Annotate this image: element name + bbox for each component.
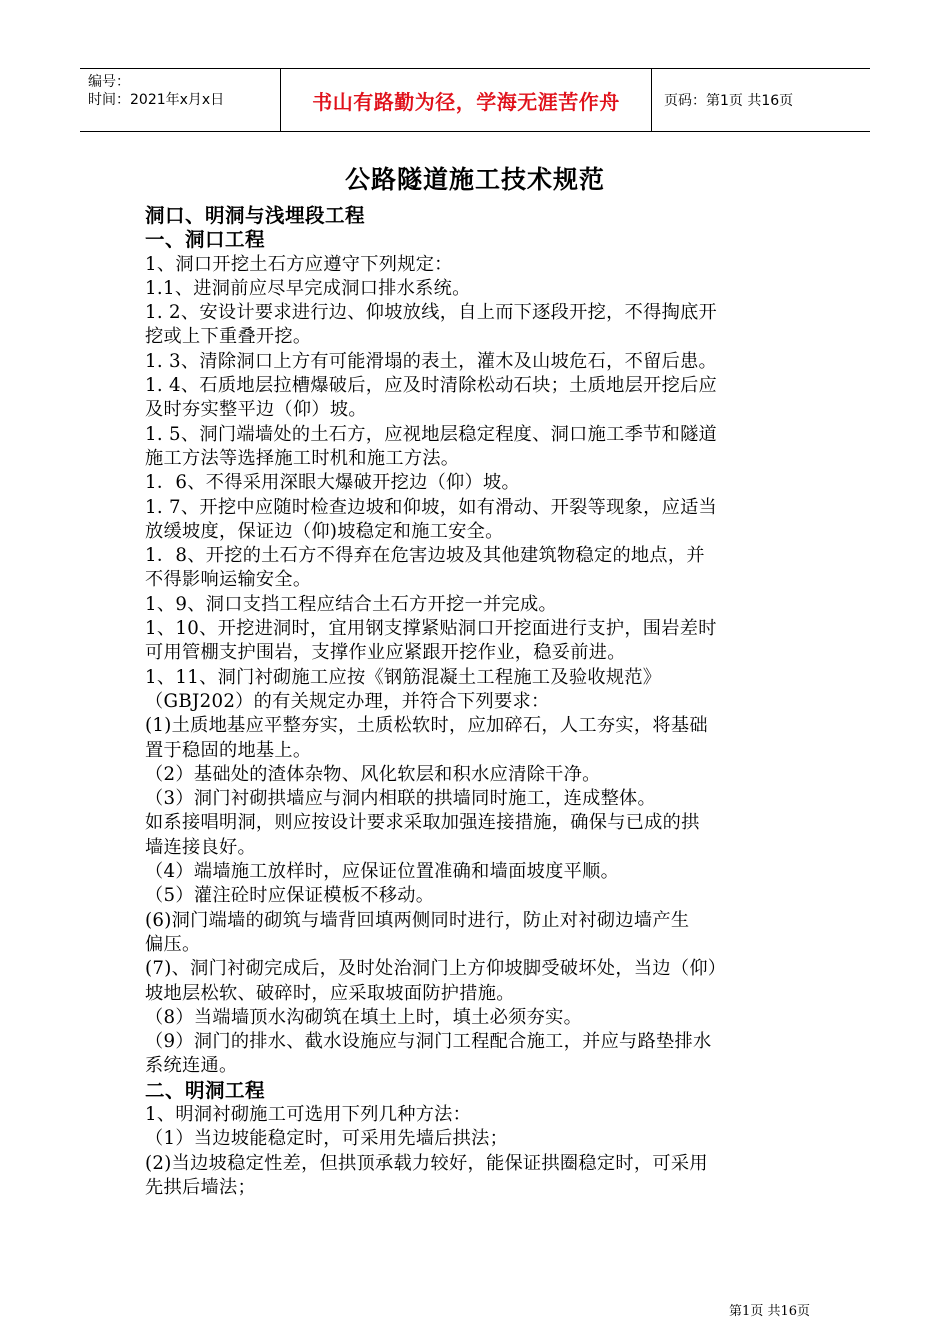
text-line: （2）基础处的渣体杂物、风化软层和积水应清除干净。 [145,763,601,785]
text-line: (1)土质地基应平整夯实，土质松软时，应加碎石，人工夯实，将基础 [145,715,708,737]
text-line: 1、11、洞门衬砌施工应按《钢筋混凝土工程施工及验收规范》 [145,666,662,688]
text-line: 1．6、不得采用深眼大爆破开挖边（仰）坡。 [145,472,521,494]
header-table [80,68,870,132]
text-line: 及时夯实整平边（仰）坡。 [145,399,367,421]
document-title: 公路隧道施工技术规范 [344,165,605,194]
text-line: 施工方法等选择施工时机和施工方法。 [145,447,460,469]
text-line: 1. 5、洞门端墙处的土石方，应视地层稳定程度、洞口施工季节和隧道 [145,423,718,445]
text-line: 1、明洞衬砌施工可选用下列几种方法： [145,1103,472,1125]
serial-label: 编号： [88,74,130,90]
text-line: 1.1、进洞前应尽早完成洞口排水系统。 [145,277,471,299]
text-line: 1. 3、清除洞口上方有可能滑塌的表土，灌木及山坡危石，不留后患。 [145,350,718,372]
text-line: （GBJ202）的有关规定办理，并符合下列要求： [145,690,550,712]
text-line: 挖或上下重叠开挖。 [145,326,312,348]
text-line: 1、9、洞口支挡工程应结合土石方开挖一并完成。 [145,593,557,615]
text-line: 1. 7、开挖中应随时检查边坡和仰坡，如有滑动、开裂等现象，应适当 [145,496,718,518]
text-line: 先拱后墙法； [145,1176,256,1198]
document-body [145,204,810,1200]
text-line: 1. 2、安设计要求进行边、仰坡放线，自上而下逐段开挖，不得掏底开 [145,302,718,324]
text-line: 不得影响运输安全。 [145,569,312,591]
text-line: 系统连通。 [145,1055,238,1077]
page-footer: 第1页 共16页 [729,1304,810,1319]
text-line: 1、10、开挖进洞时，宜用钢支撑紧贴洞口开挖面进行支护，围岩差时 [145,618,717,640]
header-page-info: 页码：第1页 共16页 [664,93,794,109]
text-line: 1. 4、石质地层拉槽爆破后，应及时清除松动石块；土质地层开挖后应 [145,375,718,397]
text-line: 如系接唱明洞，则应按设计要求采取加强连接措施，确保与已成的拱 [145,812,700,834]
text-line: （1）当边坡能稳定时，可采用先墙后拱法； [145,1128,509,1150]
text-line: 可用管棚支护围岩，支撑作业应紧跟开挖作业，稳妥前进。 [145,642,626,664]
section-heading: 一、洞口工程 [145,228,266,252]
text-line: 置于稳固的地基上。 [145,739,312,761]
text-line: 墙连接良好。 [145,836,256,858]
text-line: 偏压。 [145,933,201,955]
text-line: 放缓坡度，保证边（仰)坡稳定和施工安全。 [145,520,504,542]
text-line: 1．8、开挖的土石方不得弃在危害边坡及其他建筑物稳定的地点，并 [145,545,705,567]
text-line: （9）洞门的排水、截水设施应与洞门工程配合施工，并应与路垫排水 [145,1031,712,1053]
header-motto: 书山有路勤为径，学海无涯苦作舟 [280,69,652,131]
time-label: 时间：2021年x月x日 [88,92,225,108]
text-line: (7)、洞门衬砌完成后，及时处治洞门上方仰坡脚受破坏处，当边（仰） [145,958,727,980]
text-line: （3）洞门衬砌拱墙应与洞内相联的拱墙同时施工，连成整体。 [145,788,657,810]
section-heading: 洞口、明洞与浅埋段工程 [145,204,366,227]
section-heading: 二、明洞工程 [145,1078,266,1102]
header-meta [80,69,280,131]
text-line: （5）灌注砼时应保证模板不移动。 [145,885,435,907]
text-line: 坡地层松软、破碎时，应采取坡面防护措施。 [145,982,515,1004]
text-line: （8）当端墙顶水沟砌筑在填土上时，填土必须夯实。 [145,1006,583,1028]
text-line: (6)洞门端墙的砌筑与墙背回填两侧同时进行，防止对衬砌边墙产生 [145,909,690,931]
text-line: 1、洞口开挖土石方应遵守下列规定： [145,253,453,275]
text-line: (2)当边坡稳定性差，但拱顶承载力较好，能保证拱圈稳定时，可采用 [145,1152,708,1174]
text-line: （4）端墙施工放样时，应保证位置准确和墙面坡度平顺。 [145,861,620,883]
